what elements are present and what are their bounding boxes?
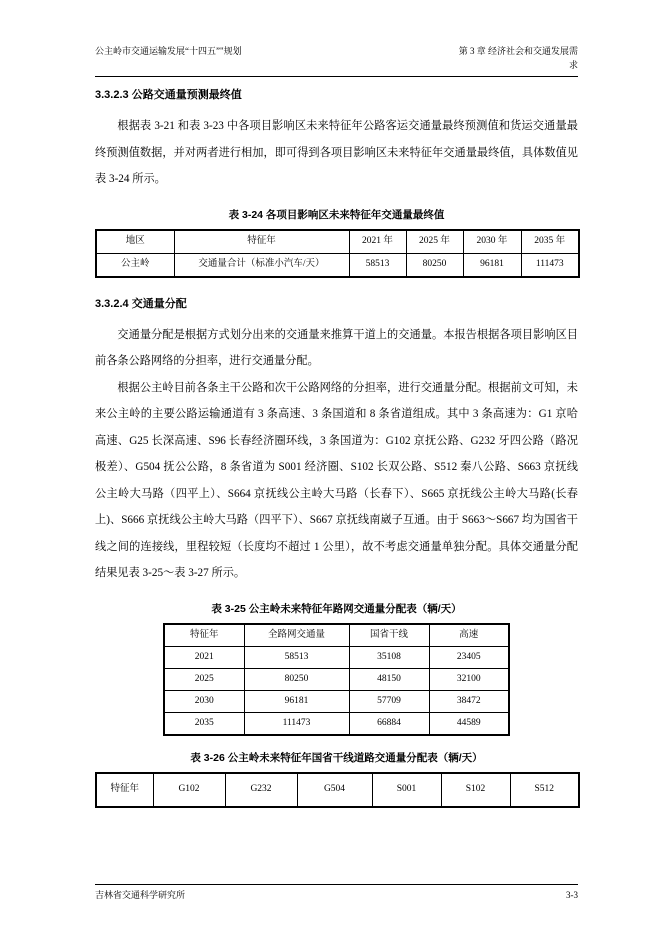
table-row [96, 253, 579, 277]
table-cell: 2035 [164, 712, 244, 735]
table-cell: 58513 [244, 646, 349, 668]
table-header-cell: S001 [372, 773, 441, 807]
table-cell: 38472 [429, 690, 509, 712]
header-row [95, 44, 578, 72]
table-row [96, 230, 579, 254]
header-chapter-line2: 求 [568, 60, 578, 70]
table-3-24-caption: 表 3-24 各项目影响区未来特征年交通量最终值 [228, 208, 445, 221]
table-row [164, 668, 509, 690]
table-row [164, 712, 509, 735]
table-row [164, 624, 509, 647]
page-footer [95, 888, 578, 902]
header-chapter-title [459, 44, 578, 72]
section-heading-3-3-2-3: 3.3.2.3 公路交通量预测最终值 [95, 89, 242, 101]
table-cell: 80250 [406, 253, 463, 277]
table-row [164, 646, 509, 668]
table-3-25-wrapper [95, 623, 578, 736]
table-row [96, 773, 579, 807]
table-header-cell: 特征年 [174, 230, 349, 254]
table-cell: 公主岭 [96, 253, 174, 277]
running-header [95, 44, 578, 72]
table-cell: 80250 [244, 668, 349, 690]
section-heading-3-3-2-4: 3.3.2.4 交通量分配 [95, 297, 187, 310]
header-divider [95, 76, 578, 77]
table-header-cell: G102 [153, 773, 225, 807]
table-cell: 66884 [349, 712, 429, 735]
table-cell: 48150 [349, 668, 429, 690]
table-header-cell: S512 [510, 773, 579, 807]
table-cell: 96181 [463, 253, 521, 277]
table-cell: 111473 [521, 253, 579, 277]
table-3-25-caption: 表 3-25 公主岭未来特征年路网交通量分配表（辆/天） [211, 602, 462, 615]
table-cell: 交通量合计（标准小汽车/天） [174, 253, 349, 277]
table-header-cell: G232 [225, 773, 297, 807]
table-cell: 57709 [349, 690, 429, 712]
table-3-24 [95, 229, 580, 278]
table-cell: 111473 [244, 712, 349, 735]
footer-page-number: 3-3 [566, 890, 578, 900]
table-row [164, 690, 509, 712]
table-header-cell: 高速 [429, 624, 509, 647]
table-header-cell: 全路网交通量 [244, 624, 349, 647]
table-cell: 96181 [244, 690, 349, 712]
table-cell: 2021 [164, 646, 244, 668]
table-cell: 32100 [429, 668, 509, 690]
table-cell: 44589 [429, 712, 509, 735]
table-cell: 58513 [349, 253, 406, 277]
table-header-cell: 2025 年 [406, 230, 463, 254]
table-header-cell: 2030 年 [463, 230, 521, 254]
table-3-26-caption: 表 3-26 公主岭未来特征年国省干线道路交通量分配表（辆/天） [190, 751, 483, 764]
table-header-cell: 国省干线 [349, 624, 429, 647]
table-header-cell: S102 [441, 773, 510, 807]
footer-divider [95, 884, 578, 885]
table-3-26 [95, 772, 580, 808]
table-header-cell: 特征年 [164, 624, 244, 647]
table-header-cell: 地区 [96, 230, 174, 254]
table-cell: 23405 [429, 646, 509, 668]
table-cell: 2030 [164, 690, 244, 712]
paragraph-3-3-2-4-first: 交通量分配是根据方式划分出来的交通量来推算干道上的交通量。本报告根据各项目影响区目前各条公路网络的分担率，进行交通量分配。 [95, 328, 578, 367]
table-header-cell: 特征年 [96, 773, 153, 807]
table-header-cell: 2021 年 [349, 230, 406, 254]
paragraph-3-3-2-4-second: 根据公主岭目前各条主干公路和次干公路网络的分担率，进行交通量分配。根据前文可知，未来公主岭的主要公路运输通道有 3 条高速、3 条国道和 8 条省道组成。其中 3 条高速为：G1 京哈高速、G25 长深高速、S96 长春经济圈环线，3 条国道为：G102 京抚公路、G232 牙四公路（路况极差）、G504 抚公公路，8 条省道为 S001 经济圈、S102 长双公路、S512 秦八公路、S663 京抚线公主岭大马路（四平上）、S664 京抚线公主岭大马路（长春下）、S665 京抚线公主岭大马路(长春上)、S666 京抚线公主岭大马路（四平下）、S667 京抚线南崴子互通。由于 S663～S667 均为国省干线之间的连接线，里程较短（长度均不超过 1 公里），故不考虑交通量单独分配。具体交通量分配结果见表 3-25～表 3-27 所示。 [95, 381, 578, 579]
paragraph-3-3-2-3: 根据表 3-21 和表 3-23 中各项目影响区未来特征年公路客运交通量最终预测值和货运交通量最终预测值数据，并对两者进行相加，即可得到各项目影响区未来特征年交通量最终值，具体数值见表 3-24 所示。 [95, 120, 578, 185]
page-content [95, 86, 578, 808]
header-chapter-line1: 第 3 章 经济社会和交通发展需 [458, 46, 578, 56]
table-cell: 35108 [349, 646, 429, 668]
table-header-cell: 2035 年 [521, 230, 579, 254]
footer-organization: 吉林省交通科学研究所 [95, 890, 186, 900]
table-3-25 [163, 623, 510, 736]
table-cell: 2025 [164, 668, 244, 690]
table-header-cell: G504 [297, 773, 372, 807]
header-document-title: 公主岭市交通运输发展“十四五”"规划 [95, 46, 242, 56]
